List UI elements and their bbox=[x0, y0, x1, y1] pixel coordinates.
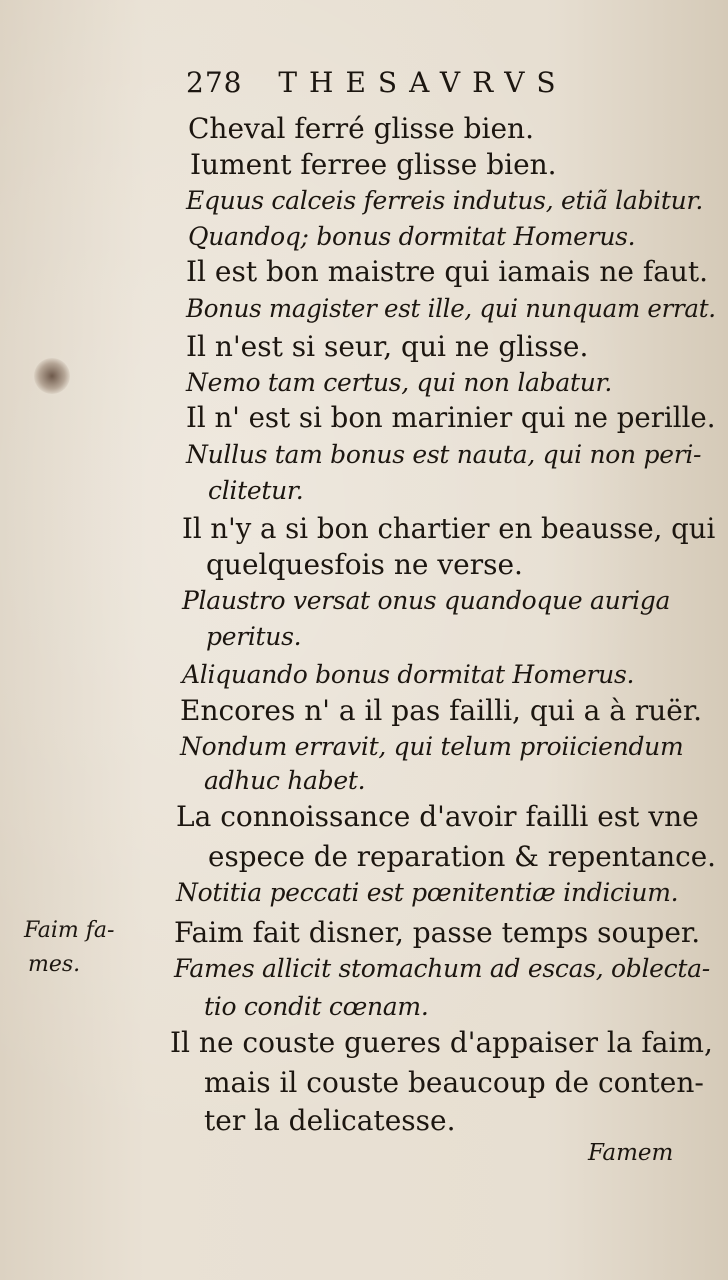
text-line-latin: Nullus tam bonus est nauta, qui non peri- bbox=[186, 440, 702, 469]
text-line-french: Cheval ferré glisse bien. bbox=[188, 112, 534, 145]
text-line-french: Il est bon maistre qui iamais ne faut. bbox=[186, 255, 709, 288]
text-line-french: Il ne couste gueres d'appaiser la faim, bbox=[170, 1026, 713, 1059]
margin-note: mes. bbox=[28, 952, 81, 977]
text-line-latin: clitetur. bbox=[208, 476, 304, 505]
margin-note: Faim fa- bbox=[24, 918, 115, 943]
text-line-latin: peritus. bbox=[206, 622, 302, 651]
text-line-french: Il n'est si seur, qui ne glisse. bbox=[186, 330, 589, 363]
text-line-french: ter la delicatesse. bbox=[204, 1104, 456, 1137]
text-line-french: La connoissance d'avoir failli est vne bbox=[176, 800, 699, 833]
text-line-french: Il n' est si bon marinier qui ne perille. bbox=[186, 401, 716, 434]
text-line-french: Faim fait disner, passe temps souper. bbox=[174, 916, 701, 949]
text-line-latin: adhuc habet. bbox=[204, 766, 366, 795]
text-line-latin: Quandoq; bonus dormitat Homerus. bbox=[188, 222, 636, 251]
page-number: 278 bbox=[186, 66, 243, 99]
text-line-french: espece de reparation & repentance. bbox=[208, 840, 716, 873]
text-line-latin: Nemo tam certus, qui non labatur. bbox=[186, 368, 613, 397]
ink-stain bbox=[34, 358, 70, 394]
text-line-latin: Fames allicit stomachum ad escas, oblecta- bbox=[174, 954, 710, 983]
text-line-french: mais il couste beaucoup de conten- bbox=[204, 1066, 704, 1099]
page-header bbox=[186, 66, 568, 99]
running-title: THESAVRVS bbox=[278, 66, 568, 99]
text-line-french: Il n'y a si bon chartier en beausse, qui bbox=[182, 512, 716, 545]
text-line-latin: Equus calceis ferreis indutus, etiã labitur. bbox=[186, 186, 703, 215]
text-line-french: Iument ferree glisse bien. bbox=[190, 148, 557, 181]
text-line-french: quelquesfois ne verse. bbox=[206, 548, 523, 581]
text-line-latin: Aliquando bonus dormitat Homerus. bbox=[182, 660, 635, 689]
text-line-french: Encores n' a il pas failli, qui a à ruër. bbox=[180, 694, 703, 727]
catchword: Famem bbox=[588, 1140, 674, 1166]
text-line-latin: Bonus magister est ille, qui nunquam errat. bbox=[186, 294, 716, 323]
text-line-latin: Notitia peccati est pœnitentiæ indicium. bbox=[176, 878, 679, 907]
text-line-latin: Plaustro versat onus quandoque auriga bbox=[182, 586, 671, 615]
text-line-latin: tio condit cœnam. bbox=[204, 992, 429, 1021]
text-line-latin: Nondum erravit, qui telum proiiciendum bbox=[180, 732, 684, 761]
